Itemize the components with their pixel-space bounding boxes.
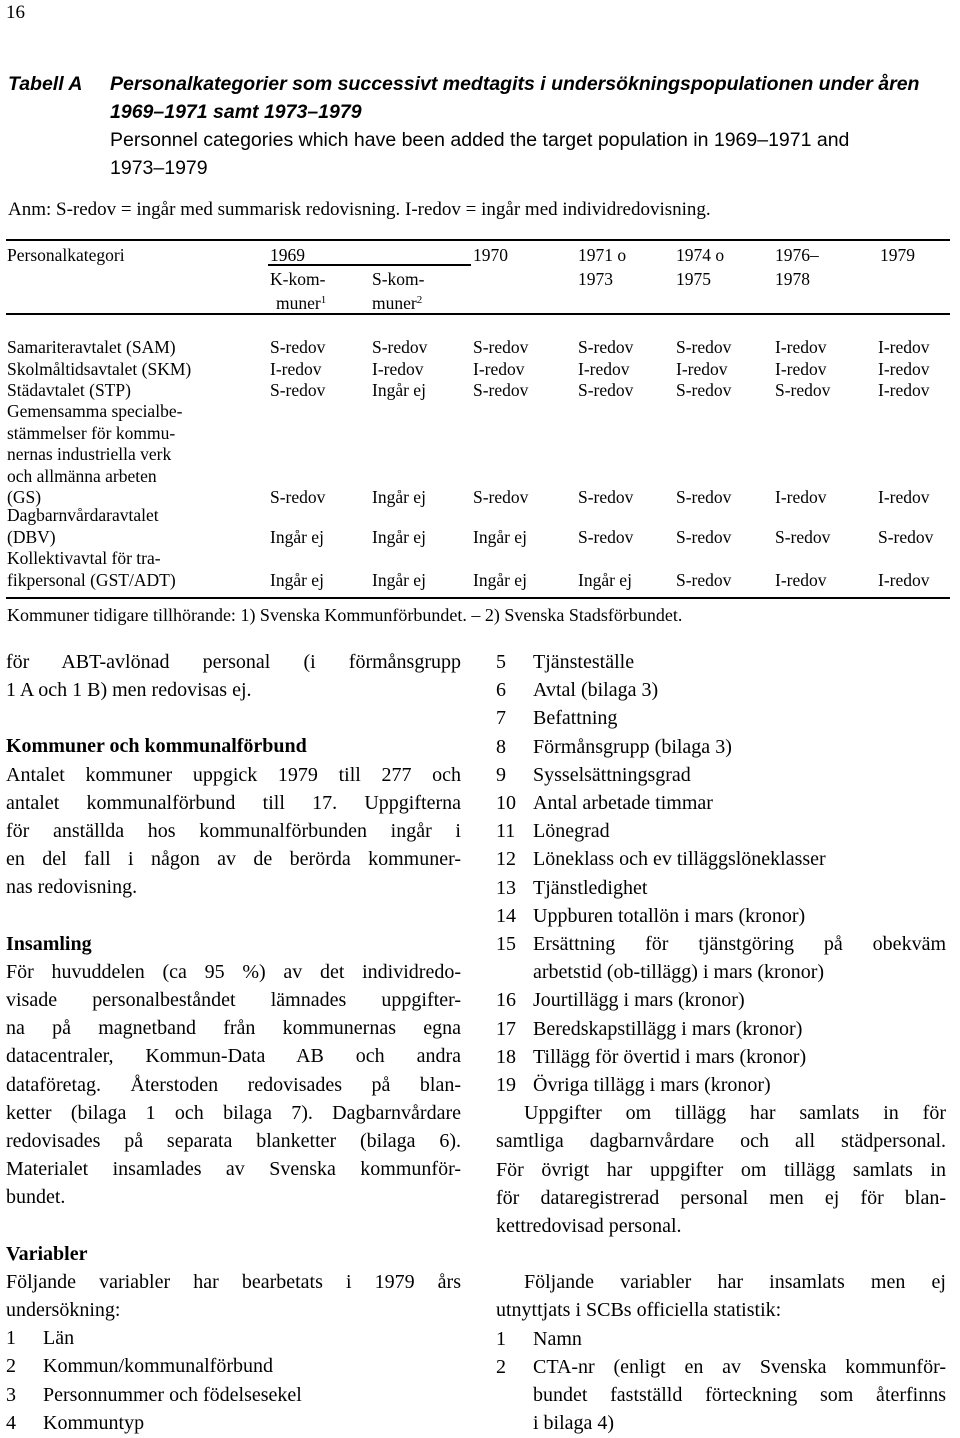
page-number: 16: [6, 2, 25, 23]
list-item-number: 14: [496, 904, 516, 927]
variable-list-right: [496, 648, 946, 1099]
list-item-number: 6: [496, 679, 506, 702]
header-1971: 1971 o: [578, 245, 627, 265]
paragraph-variabler: [6, 1268, 461, 1324]
text-line: för dataregistrerad personal men ej för blan-: [496, 1186, 946, 1209]
list-item-number: 3: [6, 1383, 16, 1406]
table-cell: I-redov: [878, 337, 930, 357]
list-item-text: Personnummer och födelsesekel: [43, 1383, 302, 1406]
table-cell: S-redov: [676, 337, 732, 357]
table-bottom-rule: [6, 597, 950, 599]
list-item-number: 4: [6, 1411, 16, 1434]
table-top-rule: [6, 239, 950, 241]
table-cell: I-redov: [878, 359, 930, 379]
table-cell: I-redov: [775, 337, 827, 357]
table-cell: S-redov: [473, 380, 529, 400]
table-cell: S-redov: [775, 526, 831, 547]
text-line: Uppgifter om tillägg har samlats in för: [524, 1102, 946, 1125]
list-item: [496, 676, 946, 704]
header-personalkategori: Personalkategori: [7, 245, 125, 265]
list-item-number: 5: [496, 651, 506, 673]
list-item-number: 12: [496, 848, 516, 871]
list-item: [496, 1043, 946, 1071]
table-cell: S-redov: [578, 337, 634, 357]
list-item-number: 1: [496, 1327, 506, 1350]
list-item-number: 17: [496, 1017, 516, 1040]
row-label: Dagbarnvårdaravtalet: [7, 505, 159, 525]
list-item: [6, 1324, 461, 1352]
list-item-text: Län: [43, 1327, 75, 1350]
header-1970: 1970: [473, 245, 508, 265]
paragraph-tillagg: [496, 1099, 946, 1240]
row-label: stämmelser för kommu-: [7, 422, 176, 443]
table-cell: S-redov: [676, 380, 732, 400]
list-item: [496, 902, 946, 930]
row-label: Kollektivavtal för tra-: [7, 548, 161, 568]
table-title-sv: Personalkategorier som successivt medtagits i undersökningspopulationen under åren 1969–1971 samt 1973–1979: [110, 73, 920, 123]
text-line: för ABT-avlönad personal (i förmånsgrupp: [6, 651, 461, 673]
table-cell: Ingår ej: [270, 526, 324, 547]
row-label: nernas industriella verk: [7, 444, 172, 464]
text-line: undersökning:: [6, 1299, 121, 1322]
table-cell: S-redov: [372, 337, 428, 357]
list-item-number: 19: [496, 1074, 516, 1097]
list-item-text: Beredskapstillägg i mars (kronor): [533, 1017, 803, 1040]
paragraph-abt: [6, 648, 461, 704]
text-line: För övrigt har uppgifter om tillägg samlats in: [496, 1158, 946, 1181]
row-label: och allmänna arbeten: [7, 465, 157, 486]
list-item-text: Tjänstledighet: [533, 876, 648, 899]
table-cell: Ingår ej: [372, 487, 426, 507]
text-line: För huvuddelen (ca 95 %) av det individredo-: [6, 960, 461, 983]
table-cell: S-redov: [578, 487, 634, 507]
table-cell: S-redov: [270, 487, 326, 507]
heading-kommuner: Kommuner och kommunalförbund: [6, 735, 307, 758]
list-item-text: Övriga tillägg i mars (kronor): [533, 1074, 771, 1097]
table-cell: Ingår ej: [578, 569, 632, 590]
table-cell: S-redov: [270, 337, 326, 357]
list-item-text: Avtal (bilaga 3): [533, 679, 659, 702]
list-item-number: 1: [6, 1327, 16, 1350]
unused-variable-list: [496, 1325, 946, 1438]
header-1975: 1975: [676, 269, 711, 289]
header-1974: 1974 o: [676, 245, 725, 265]
left-column: [6, 648, 461, 1437]
table-footnote: Kommuner tidigare tillhörande: 1) Svenska Kommunförbundet. – 2) Svenska Stadsförbundet.: [7, 605, 683, 625]
list-item-text: CTA-nr (enligt en av Svenska kommunför- bundet fastställd förteckning som återfinns i bilaga 4): [533, 1355, 946, 1435]
paragraph-insamling: [6, 958, 461, 1212]
list-item: [496, 789, 946, 817]
list-item-text: Sysselsättningsgrad: [533, 763, 691, 786]
text-line: Materialet insamlades av Svenska kommunför-: [6, 1158, 461, 1181]
text-line: en del fall i någon av de berörda kommuner-: [6, 848, 461, 871]
text-line: 1 A och 1 B) men redovisas ej.: [6, 679, 252, 702]
list-item: [6, 1409, 461, 1437]
table-cell: I-redov: [578, 359, 630, 379]
list-item: [496, 733, 946, 761]
table-cell: Ingår ej: [473, 569, 527, 590]
right-column: [496, 648, 946, 1437]
list-item-text: Antal arbetade timmar: [533, 792, 713, 815]
header-k-kom: K-kom-: [270, 269, 326, 289]
text-line: na på magnetband från kommunernas egna: [6, 1017, 461, 1040]
variable-list-left: [6, 1324, 461, 1437]
list-item-text: Ersättning för tjänstgöring på obekväm arbetstid (ob-tillägg) i mars (kronor): [533, 933, 946, 984]
table-cell: S-redov: [473, 487, 529, 507]
list-item-number: 16: [496, 989, 516, 1012]
table-cell: I-redov: [372, 359, 424, 379]
table-cell: S-redov: [578, 380, 634, 400]
list-item-text: Kommun/kommunalförbund: [43, 1355, 273, 1378]
paragraph-kommuner: [6, 761, 461, 902]
row-label: Skolmåltidsavtalet (SKM): [7, 359, 192, 379]
table-cell: Ingår ej: [270, 569, 324, 590]
table-caption: [8, 70, 953, 182]
table-cell: S-redov: [676, 526, 732, 547]
list-item-text: Kommuntyp: [43, 1411, 145, 1434]
row-label: Samariteravtalet (SAM): [7, 337, 176, 357]
list-item-number: 11: [496, 820, 516, 843]
list-item: [496, 874, 946, 902]
list-item-text: Namn: [533, 1327, 582, 1350]
list-item-number: 9: [496, 763, 506, 786]
text-line: visade personalbeståndet lämnades uppgifter-: [6, 989, 461, 1012]
list-item: [496, 1071, 946, 1099]
table-cell: I-redov: [878, 380, 930, 400]
list-item: [496, 1015, 946, 1043]
list-item-number: 7: [496, 707, 506, 730]
list-item: [496, 1325, 946, 1353]
list-item-text: Tillägg för övertid i mars (kronor): [533, 1045, 807, 1068]
table-cell: S-redov: [676, 487, 732, 507]
list-item-number: 13: [496, 876, 516, 899]
list-item: [496, 845, 946, 873]
header-s-kom: S-kom-: [372, 269, 425, 289]
text-line: Antalet kommuner uppgick 1979 till 277 och: [6, 763, 461, 786]
header-1973: 1973: [578, 269, 613, 289]
list-item: [496, 761, 946, 789]
table-cell: Ingår ej: [372, 526, 426, 547]
table-cell: Ingår ej: [473, 526, 527, 547]
table-label: Tabell A: [8, 73, 83, 95]
list-item-number: 18: [496, 1045, 516, 1068]
list-item: [6, 1352, 461, 1380]
text-line: bundet.: [6, 1186, 66, 1209]
table-cell: I-redov: [473, 359, 525, 379]
text-line: Följande variabler har insamlats men ej: [524, 1271, 946, 1294]
list-item-text: Befattning: [533, 707, 618, 730]
table-note: Anm: S-redov = ingår med summarisk redovisning. I-redov = ingår med individredovisning.: [8, 199, 711, 220]
row-label: Gemensamma specialbe-: [7, 401, 183, 421]
list-item: [496, 930, 946, 986]
heading-variabler: Variabler: [6, 1242, 88, 1265]
header-1979: 1979: [880, 245, 915, 265]
text-line: datacentraler, Kommun-Data AB och andra: [6, 1045, 461, 1068]
row-label: Städavtalet (STP): [7, 380, 131, 400]
table-cell: Ingår ej: [372, 569, 426, 590]
table-cell: S-redov: [270, 380, 326, 400]
text-line: utnyttjats i SCBs officiella statistik:: [496, 1299, 782, 1322]
list-item: [496, 1353, 946, 1438]
text-line: kettredovisad personal.: [496, 1215, 682, 1238]
list-item-number: 15: [496, 933, 516, 956]
list-item: [496, 648, 946, 676]
table-cell: S-redov: [878, 526, 934, 547]
list-item-number: 2: [6, 1355, 16, 1378]
list-item: [496, 704, 946, 732]
text-line: redovisades på separata blanketter (bilaga 6).: [6, 1130, 461, 1153]
text-line: Följande variabler har bearbetats i 1979 års: [6, 1270, 461, 1293]
table-cell: S-redov: [473, 337, 529, 357]
row-label: (GS): [7, 487, 42, 507]
list-item: [496, 986, 946, 1014]
list-item-number: 8: [496, 735, 506, 758]
text-line: ketter (bilaga 1 och bilaga 7). Dagbarnvårdare: [6, 1101, 461, 1124]
header-1978: 1978: [775, 269, 810, 289]
header-bottom-rule: [6, 313, 950, 315]
table-cell: I-redov: [878, 487, 930, 507]
header-1969: 1969: [270, 245, 305, 265]
text-line: dataföretag. Återstoden redovisades på blan-: [6, 1073, 461, 1096]
header-k-kommuner: muner$^1$: [276, 293, 327, 313]
table-cell: I-redov: [775, 487, 827, 507]
list-item-number: 10: [496, 792, 516, 815]
row-label: (DBV): [7, 526, 56, 547]
table-cell: Ingår ej: [372, 380, 426, 400]
list-item: [6, 1381, 461, 1409]
header-1976: 1976–: [775, 245, 819, 265]
list-item-text: Tjänsteställe: [533, 651, 635, 673]
text-line: för anställda hos kommunalförbunden ingår i: [6, 820, 461, 843]
header-s-kommuner: muner$^2$: [372, 293, 423, 313]
text-line: samtliga dagbarnvårdare och all städpersonal.: [496, 1130, 946, 1153]
text-line: nas redovisning.: [6, 876, 138, 899]
table-cell: S-redov: [775, 380, 831, 400]
row-label: fikpersonal (GST/ADT): [7, 569, 176, 590]
table-cell: I-redov: [775, 569, 827, 590]
heading-insamling: Insamling: [6, 932, 92, 955]
list-item-text: Lönegrad: [533, 820, 610, 843]
text-line: antalet kommunalförbund till 17. Uppgifterna: [6, 791, 461, 814]
table-cell: I-redov: [878, 569, 930, 590]
table-cell: S-redov: [578, 526, 634, 547]
table-cell: I-redov: [270, 359, 322, 379]
table-title-en: Personnel categories which have been added the target population in 1969–1971 and 1973–1979: [110, 129, 850, 179]
paragraph-ej-utnyttjade: [496, 1268, 946, 1324]
table-cell: I-redov: [775, 359, 827, 379]
list-item-text: Löneklass och ev tilläggslöneklasser: [533, 848, 826, 871]
list-item-text: Uppburen totallön i mars (kronor): [533, 904, 806, 927]
list-item: [496, 817, 946, 845]
table-cell: S-redov: [676, 569, 732, 590]
list-item-text: Förmånsgrupp (bilaga 3): [533, 735, 732, 758]
table-cell: I-redov: [676, 359, 728, 379]
list-item-text: Jourtillägg i mars (kronor): [533, 989, 745, 1012]
list-item-number: 2: [496, 1355, 506, 1378]
